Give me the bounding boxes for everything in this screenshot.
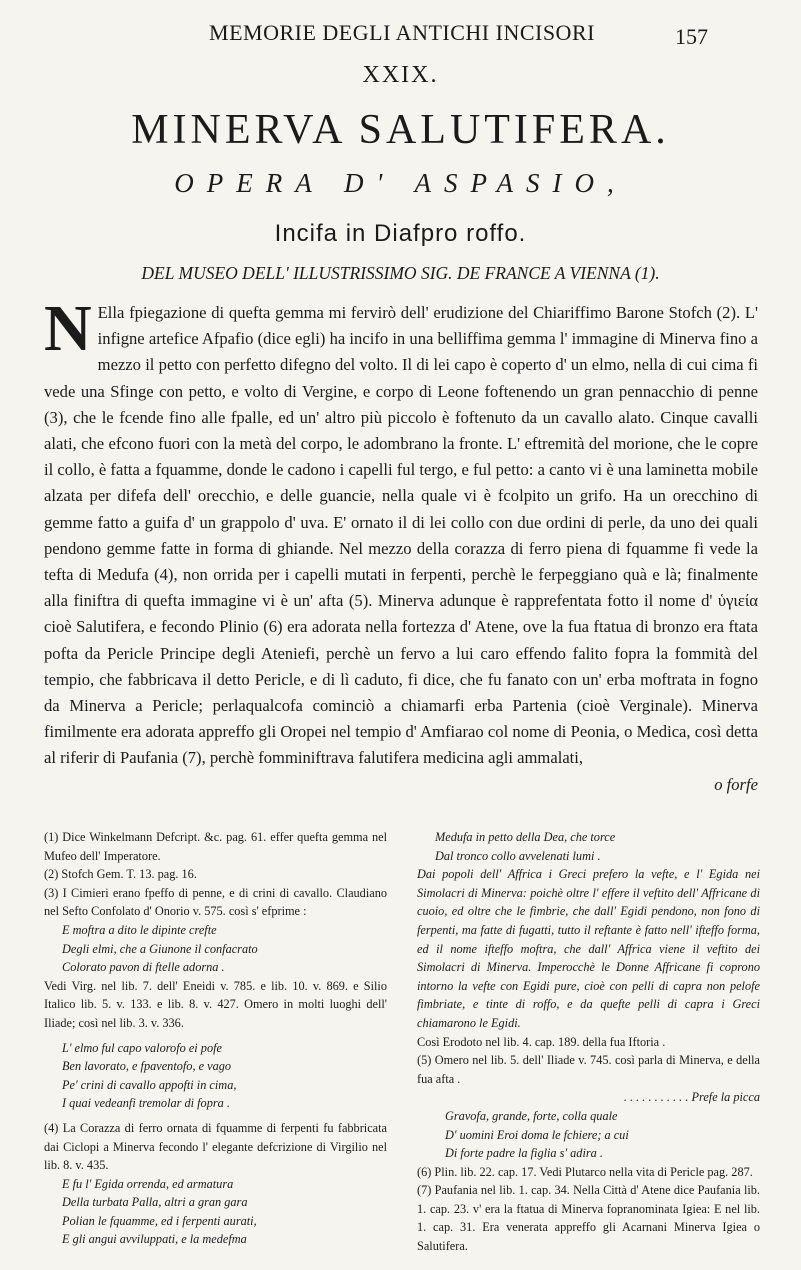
footnotes-left-column [44, 828, 387, 1256]
footnote-3: (3) I Cimieri erano fpeffo di penne, e di crini di cavallo. Claudiano nel Sefto Confolato d' Onorio v. 575. così s' efprime : [44, 885, 387, 919]
main-text [44, 292, 758, 798]
footnote-7: (7) Paufania nel lib. 1. cap. 34. Nella Città d' Atene dice Paufania lib. 1. cap. 23. v' era la ftatua di Minerva fopranominata Igiea: E nel lib. 1. cap. 31. Era venerata appreffo gli Acarnani Minerva Igiea o Salutifera. [417, 1183, 760, 1254]
verse-line: E moftra a dito le dipinte crefte [62, 922, 217, 937]
footnote-6: (6) Plin. lib. 22. cap. 17. Vedi Plutarco nella vita di Pericle pag. 287. [417, 1164, 753, 1179]
drop-cap: N [44, 292, 92, 365]
engraving-material: Incifa in Diafpro roffo. [274, 220, 527, 247]
catchword: o forfe [714, 774, 758, 794]
verse-line: Dal tronco collo avvelenati lumi . [435, 848, 601, 863]
verse-line: Di forte padre la figlia s' adira . [445, 1146, 603, 1161]
page-number: 157 [675, 24, 708, 49]
verse-line: Ben lavorato, e fpaventofo, e vago [62, 1059, 232, 1074]
verse-line: I quai vedeanfi tremolar di fopra . [62, 1096, 230, 1111]
museum-line: DEL MUSEO DELL' ILLUSTRISSIMO SIG. DE FRANCE A VIENNA (1). [141, 263, 660, 283]
verse-line: E fu l' Egida orrenda, ed armatura [62, 1176, 234, 1191]
verse-line: Della turbata Palla, altri a gran gara [62, 1195, 248, 1210]
chapter-number: XXIX. [362, 62, 439, 88]
footnote-3-references: Vedi Virg. nel lib. 7. dell' Eneidi v. 785. e lib. 10. v. 869. e Silio Italico lib. 5. v. 133. e lib. 8. v. 427. Omero in molti luoghi dell' Iliade; così nel lib. 3. v. 336. [44, 978, 387, 1030]
verse-line: Colorato pavon di ftelle adorna . [62, 960, 225, 975]
verse-line: L' elmo ful capo valorofo ei pofe [62, 1040, 222, 1055]
herodotus-reference: Così Erodoto nel lib. 4. cap. 189. della fua Iftoria . [417, 1034, 666, 1049]
footnote-2: (2) Stofch Gem. T. 13. pag. 16. [44, 867, 197, 882]
footnotes [44, 828, 760, 1256]
footnotes-right-column [417, 828, 760, 1256]
verse-line: Polian le fquamme, ed i ferpenti aurati, [62, 1213, 257, 1228]
verse-line: Pe' crini di cavallo appofti in cima, [62, 1077, 237, 1092]
herodotus-quote: Dai popoli dell' Affrica i Greci prefero la vefte, e l' Egida nei Simolacri di Minerva: poichè oltre l' effere il veftito dell' Affricane di cuoio, ed oltre che le fimbrie, che dall' Egidi pendono, non fono di ferpenti, ma fatte di fugatti, tutto il reftante è fatto nell' ifteffo forma, ed il nome ifteffo moftra, che dall' Affrica viene il veftito dei Simolacri di Minerva. Imperocchè le Donne Affricane fi coprono intorno la vefte con Egidi pure, cioè con pelli di capra non pelofe fimbriate, e tinte di roffo, e da quefte pelli di capra i Greci chiamarono le Egidi. [417, 867, 760, 1030]
verse-line: D' uomini Eroi doma le fchiere; a cui [445, 1127, 629, 1142]
page-title: MINERVA SALUTIFERA. [131, 107, 670, 153]
page-subtitle: OPERA D' ASPASIO, [174, 168, 627, 198]
verse-line: Gravofa, grande, forte, colla quale [445, 1108, 618, 1123]
verse-line: . . . . . . . . . . . Prefe la picca [623, 1090, 760, 1105]
running-title: MEMORIE DEGLI ANTICHI INCISORI [209, 20, 595, 45]
main-paragraph: Ella fpiegazione di quefta gemma mi fervirò dell' erudizione del Chiariffimo Barone Stofch (2). L' infigne artefice Afpafio (dice egli) ha incifo in una belliffima gemma l' immagine di Minerva fino a mezzo il petto con perfetto difegno del volto. Il di lei capo è coperto d' un elmo, nella di cui cima fi vede una Sfinge con petto, e volto di Vergine, e corpo di Leone foftenendo un gran pennacchio di penne (3), che le fcende fino alle fpalle, ed un' altro più piccolo è foftenuto da un cavallo alato. Cinque cavalli alati, che efcono fuori con la metà del corpo, le adombrano la fronte. L' eftremità del morione, che le copre il collo, è fatta a fquamme, donde le cadono i capelli ful tergo, e ful petto: a canto vi è una laminetta mobile alzata per difefa dell' orecchio, e delle guancie, nella quale vi è fcolpito un grifo. Ha un orecchino di gemme fatto a guifa d' un grappolo d' uva. E' ornato il di lei collo con due ordini di perle, da uno dei quali pendono gemme fatte in forma di ghiande. Nel mezzo della corazza di ferro piena di fquamme fi vede la tefta di Medufa (4), non orrida per i capelli mutati in ferpenti, perchè le ferpeggiano quà e là; finalmente alla finiftra di quefta immagine vi è un' afta (5). Minerva adunque è rapprefentata fotto il nome d' ὑγιεία cioè Salutifera, e fecondo Plinio (6) era adorata nella fortezza d' Atene, ove la fua ftatua di bronzo era ftata pofta da Pericle Principe degli Ateniefi, perchè un fervo a lui caro effendo falito fopra la fommità del tempio, che fabbricava il detto Pericle, e di lì caduto, fi dice, che fu fanato con un' erba moftrata in fogno da Minerva a Pericle; perlaqualcofa cominciò a chiamarfi erba Partenia (cioè Verginale). Minerva fimilmente era adorata appreffo gli Oropei nel tempio d' Amfiarao col nome di Peonia, o Medica, così detta al riferir di Paufania (7), perchè fomminiftrava falutifera medicina agli ammalati, [44, 303, 758, 768]
footnote-4: (4) La Corazza di ferro ornata di fquamme di ferpenti fu fabbricata dai Ciclopi a Minerva fecondo l' elegante defcrizione di Virgilio nel lib. 8. v. 435. [44, 1120, 387, 1173]
verse-line: E gli angui avviluppati, e la medefma [62, 1232, 247, 1247]
footnote-1: (1) Dice Winkelmann Defcript. &c. pag. 61. effer quefta gemma nel Mufeo dell' Imperatore. [44, 830, 387, 863]
verse-line: Medufa in petto della Dea, che torce [435, 830, 616, 844]
verse-line: Degli elmi, che a Giunone il confacrato [62, 941, 258, 956]
footnote-5: (5) Omero nel lib. 5. dell' Iliade v. 745. così parla di Minerva, e della fua afta . [417, 1053, 760, 1086]
